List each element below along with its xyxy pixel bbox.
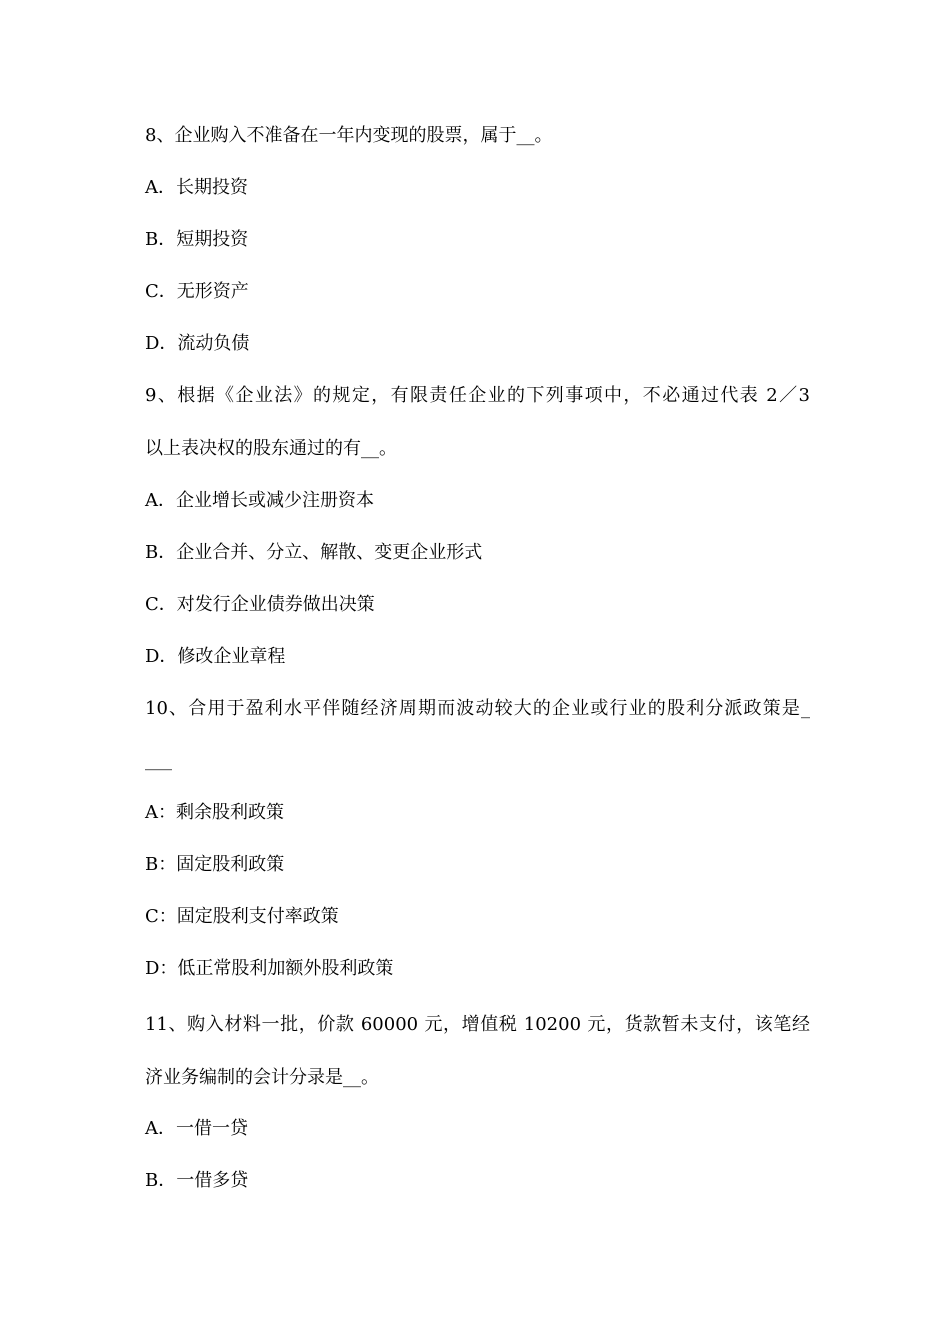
question-9-option-b: B．企业合并、分立、解散、变更企业形式 xyxy=(145,542,483,563)
question-11-stem-line1: 11、购入材料一批，价款 60000 元，增值税 10200 元，货款暂未支付，该笔经 xyxy=(145,1014,810,1035)
question-10-stem-line1: 10、合用于盈利水平伴随经济周期而波动较大的企业或行业的股利分派政策是_ xyxy=(145,698,810,719)
question-9-option-d: D．修改企业章程 xyxy=(145,646,286,667)
question-8-option-c: C．无形资产 xyxy=(145,281,249,302)
question-11-stem-line2: 济业务编制的会计分录是__。 xyxy=(145,1067,379,1088)
question-9-option-c: C．对发行企业债券做出决策 xyxy=(145,594,375,615)
question-10-option-a: A：剩余股利政策 xyxy=(145,802,284,823)
question-9-option-a: A．企业增长或减少注册资本 xyxy=(145,490,374,511)
question-8-option-a: A．长期投资 xyxy=(145,177,248,198)
question-10-option-b: B：固定股利政策 xyxy=(145,854,285,875)
question-8-stem: 8、企业购入不准备在一年内变现的股票，属于__。 xyxy=(145,125,553,146)
question-10-option-d: D：低正常股利加额外股利政策 xyxy=(145,958,394,979)
question-9-stem-line2: 以上表决权的股东通过的有__。 xyxy=(145,438,397,459)
question-8-option-d: D．流动负债 xyxy=(145,333,250,354)
question-11-option-a: A．一借一贷 xyxy=(145,1118,248,1139)
question-9-stem-line1: 9、根据《企业法》的规定，有限责任企业的下列事项中，不必通过代表 2／3 xyxy=(145,385,810,406)
question-10-option-c: C：固定股利支付率政策 xyxy=(145,906,339,927)
question-8-option-b: B．短期投资 xyxy=(145,229,249,250)
question-10-stem-line2: ___ xyxy=(145,750,172,771)
question-11-option-b: B．一借多贷 xyxy=(145,1170,249,1191)
